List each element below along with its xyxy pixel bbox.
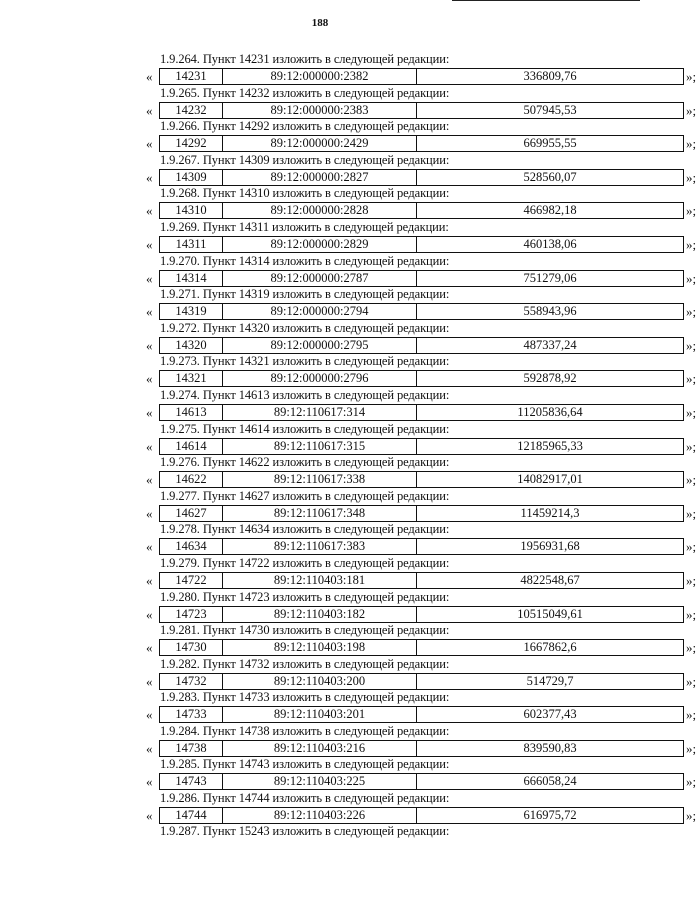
table-row (146, 505, 696, 522)
amendment-heading: 1.9.286. Пункт 14744 изложить в следующей редакции: (160, 791, 450, 806)
cadastral-number-cell: 89:12:000000:2796 (223, 371, 417, 386)
value-cell: 669955,55 (523, 136, 577, 151)
amendment-heading: 1.9.265. Пункт 14232 изложить в следующей редакции: (160, 85, 450, 100)
data-table (159, 202, 684, 219)
cadastral-number-cell: 89:12:110617:315 (223, 439, 417, 454)
value-cell: 487337,24 (523, 337, 577, 352)
open-quote: « (146, 472, 153, 488)
amendment-heading: 1.9.278. Пункт 14634 изложить в следующей редакции: (160, 522, 450, 537)
cadastral-number-cell: 89:12:110617:314 (223, 405, 417, 420)
cadastral-number-cell: 89:12:110403:226 (223, 808, 417, 823)
open-quote: « (146, 203, 153, 219)
amendment-heading: 1.9.276. Пункт 14622 изложить в следующей редакции: (160, 455, 450, 470)
close-quote: »; (686, 740, 696, 756)
cadastral-number-cell: 89:12:110617:383 (223, 539, 417, 554)
value-cell: 10515049,61 (517, 606, 583, 621)
close-quote: »; (686, 774, 696, 790)
data-table (159, 706, 684, 723)
data-table (159, 337, 684, 354)
amendment-heading: 1.9.266. Пункт 14292 изложить в следующей редакции: (160, 119, 450, 134)
amendment-entry (146, 791, 696, 825)
value-cell: 14082917,01 (517, 472, 583, 487)
open-quote: « (146, 606, 153, 622)
amendment-heading: 1.9.279. Пункт 14722 изложить в следующей редакции: (160, 555, 450, 570)
data-table (159, 606, 684, 623)
amendment-entry (146, 555, 696, 590)
table-row (146, 404, 696, 421)
data-table (159, 471, 684, 488)
value-cell: 558943,96 (523, 304, 577, 319)
close-quote: »; (686, 203, 696, 219)
close-quote: »; (686, 539, 696, 555)
item-number-cell: 14232 (160, 103, 223, 118)
close-quote: »; (686, 640, 696, 656)
cadastral-number-cell: 89:12:000000:2382 (223, 69, 417, 84)
table-row (146, 807, 696, 824)
data-table (159, 740, 684, 757)
table-row (146, 202, 696, 219)
table-row (146, 102, 696, 119)
open-quote: « (146, 572, 153, 588)
item-number-cell: 14722 (160, 573, 223, 588)
close-quote: »; (686, 304, 696, 320)
cadastral-number-cell: 89:12:000000:2829 (223, 237, 417, 252)
close-quote: »; (686, 606, 696, 622)
cadastral-number-cell: 89:12:110403:200 (223, 674, 417, 689)
amendment-heading: 1.9.272. Пункт 14320 изложить в следующей редакции: (160, 320, 450, 335)
open-quote: « (146, 740, 153, 756)
amendment-heading: 1.9.275. Пункт 14614 изложить в следующей редакции: (160, 421, 450, 436)
value-cell: 12185965,33 (517, 438, 583, 453)
data-table (159, 572, 684, 589)
table-row (146, 135, 696, 152)
item-number-cell: 14614 (160, 439, 223, 454)
amendment-entry (146, 253, 696, 288)
open-quote: « (146, 640, 153, 656)
item-number-cell: 14634 (160, 539, 223, 554)
amendment-heading: 1.9.274. Пункт 14613 изложить в следующей редакции: (160, 387, 450, 402)
item-number-cell: 14319 (160, 304, 223, 319)
amendment-heading: 1.9.282. Пункт 14732 изложить в следующей редакции: (160, 656, 450, 671)
table-row (146, 538, 696, 555)
item-number-cell: 14743 (160, 774, 223, 789)
value-cell: 1667862,6 (523, 640, 577, 655)
amendment-entry (146, 85, 696, 120)
close-quote: »; (686, 270, 696, 286)
value-cell: 514729,7 (526, 673, 574, 688)
data-table (159, 639, 684, 656)
data-table (159, 438, 684, 455)
close-quote: »; (686, 707, 696, 723)
cadastral-number-cell: 89:12:110403:225 (223, 774, 417, 789)
cadastral-number-cell: 89:12:000000:2795 (223, 338, 417, 353)
amendment-entry (146, 354, 696, 388)
amendment-entry (146, 522, 696, 556)
table-row (146, 236, 696, 253)
item-number-cell: 14231 (160, 69, 223, 84)
item-number-cell: 14732 (160, 674, 223, 689)
amendment-entry (146, 119, 696, 153)
table-row (146, 169, 696, 186)
table-row (146, 673, 696, 690)
value-cell: 466982,18 (523, 203, 577, 218)
open-quote: « (146, 102, 153, 118)
item-number-cell: 14314 (160, 271, 223, 286)
cadastral-number-cell: 89:12:110617:348 (223, 506, 417, 521)
close-quote: »; (686, 505, 696, 521)
open-quote: « (146, 236, 153, 252)
table-row (146, 471, 696, 488)
cadastral-number-cell: 89:12:110403:182 (223, 607, 417, 622)
item-number-cell: 14622 (160, 472, 223, 487)
table-row (146, 639, 696, 656)
close-quote: »; (686, 472, 696, 488)
open-quote: « (146, 505, 153, 521)
table-row (146, 270, 696, 287)
data-table (159, 505, 684, 522)
data-table (159, 135, 684, 152)
data-table (159, 270, 684, 287)
cadastral-number-cell: 89:12:000000:2787 (223, 271, 417, 286)
amendment-heading: 1.9.280. Пункт 14723 изложить в следующей редакции: (160, 589, 450, 604)
data-table (159, 102, 684, 119)
cadastral-number-cell: 89:12:000000:2828 (223, 203, 417, 218)
amendment-entry (146, 757, 696, 791)
close-quote: »; (686, 236, 696, 252)
table-row (146, 337, 696, 354)
item-number-cell: 14744 (160, 808, 223, 823)
amendment-heading: 1.9.277. Пункт 14627 изложить в следующей редакции: (160, 488, 450, 503)
item-number-cell: 14613 (160, 405, 223, 420)
value-cell: 751279,06 (523, 270, 577, 285)
item-number-cell: 14730 (160, 640, 223, 655)
amendment-entry (146, 421, 696, 456)
cadastral-number-cell: 89:12:110403:201 (223, 707, 417, 722)
close-quote: »; (686, 136, 696, 152)
amendment-heading: 1.9.268. Пункт 14310 изложить в следующей редакции: (160, 186, 450, 201)
cadastral-number-cell: 89:12:110403:181 (223, 573, 417, 588)
open-quote: « (146, 774, 153, 790)
close-quote: »; (686, 572, 696, 588)
amendment-entry (146, 186, 696, 220)
open-quote: « (146, 808, 153, 824)
close-quote: »; (686, 69, 696, 84)
item-number-cell: 14738 (160, 741, 223, 756)
amendment-list (146, 52, 696, 825)
open-quote: « (146, 337, 153, 353)
amendment-entry (146, 723, 696, 758)
amendment-entry (146, 320, 696, 355)
amendment-entry (146, 52, 696, 86)
open-quote: « (146, 270, 153, 286)
data-table (159, 303, 684, 320)
amendment-heading: 1.9.283. Пункт 14733 изложить в следующей редакции: (160, 690, 450, 705)
table-row (146, 740, 696, 757)
table-row (146, 68, 696, 85)
item-number-cell: 14311 (160, 237, 223, 252)
amendment-entry (146, 152, 696, 187)
close-quote: »; (686, 808, 696, 824)
data-table (159, 773, 684, 790)
amendment-entry (146, 219, 696, 254)
amendment-heading: 1.9.267. Пункт 14309 изложить в следующей редакции: (160, 152, 450, 167)
amendment-entry (146, 589, 696, 624)
value-cell: 507945,53 (523, 102, 577, 117)
amendment-heading: 1.9.270. Пункт 14314 изложить в следующей редакции: (160, 253, 450, 268)
table-row (146, 706, 696, 723)
open-quote: « (146, 438, 153, 454)
item-number-cell: 14320 (160, 338, 223, 353)
amendment-entry (146, 656, 696, 691)
cadastral-number-cell: 89:12:110403:216 (223, 741, 417, 756)
data-table (159, 807, 684, 824)
amendment-entry (146, 287, 696, 321)
item-number-cell: 14723 (160, 607, 223, 622)
cadastral-number-cell: 89:12:000000:2383 (223, 103, 417, 118)
open-quote: « (146, 136, 153, 152)
open-quote: « (146, 304, 153, 320)
item-number-cell: 14310 (160, 203, 223, 218)
amendment-entry (146, 623, 696, 657)
value-cell: 528560,07 (523, 169, 577, 184)
data-table (159, 404, 684, 421)
close-quote: »; (686, 371, 696, 387)
value-cell: 602377,43 (523, 707, 577, 722)
close-quote: »; (686, 404, 696, 420)
table-row (146, 370, 696, 387)
value-cell: 592878,92 (523, 371, 577, 386)
cadastral-number-cell: 89:12:000000:2827 (223, 170, 417, 185)
table-row (146, 572, 696, 589)
value-cell: 336809,76 (523, 69, 577, 83)
table-row (146, 303, 696, 320)
open-quote: « (146, 673, 153, 689)
amendment-entry (146, 455, 696, 489)
item-number-cell: 14733 (160, 707, 223, 722)
open-quote: « (146, 707, 153, 723)
close-quote: »; (686, 438, 696, 454)
page-number: 188 (311, 17, 329, 29)
close-quote: »; (686, 673, 696, 689)
data-table (159, 538, 684, 555)
amendment-heading: 1.9.285. Пункт 14743 изложить в следующей редакции: (160, 757, 450, 772)
data-table (159, 169, 684, 186)
amendment-heading: 1.9.273. Пункт 14321 изложить в следующей редакции: (160, 354, 450, 369)
amendment-heading: 1.9.264. Пункт 14231 изложить в следующей редакции: (160, 52, 450, 66)
amendment-entry (146, 488, 696, 523)
cadastral-number-cell: 89:12:110403:198 (223, 640, 417, 655)
data-table (159, 370, 684, 387)
value-cell: 11459214,3 (520, 505, 580, 520)
value-cell: 839590,83 (523, 740, 577, 755)
item-number-cell: 14627 (160, 506, 223, 521)
value-cell: 11205836,64 (517, 404, 583, 419)
item-number-cell: 14292 (160, 136, 223, 151)
item-number-cell: 14309 (160, 170, 223, 185)
cadastral-number-cell: 89:12:110617:338 (223, 472, 417, 487)
open-quote: « (146, 169, 153, 185)
data-table (159, 673, 684, 690)
value-cell: 1956931,68 (520, 539, 580, 554)
amendment-entry (146, 387, 696, 422)
table-row (146, 606, 696, 623)
close-quote: »; (686, 169, 696, 185)
data-table (159, 68, 684, 85)
amendment-heading: 1.9.271. Пункт 14319 изложить в следующей редакции: (160, 287, 450, 302)
close-quote: »; (686, 102, 696, 118)
top-rule (452, 0, 640, 1)
close-quote: »; (686, 337, 696, 353)
amendment-heading: 1.9.269. Пункт 14311 изложить в следующей редакции: (160, 219, 449, 234)
open-quote: « (146, 404, 153, 420)
open-quote: « (146, 69, 153, 84)
value-cell: 616975,72 (523, 808, 577, 823)
final-heading: 1.9.287. Пункт 15243 изложить в следующей редакции: (160, 824, 450, 838)
amendment-heading: 1.9.281. Пункт 14730 изложить в следующей редакции: (160, 623, 450, 638)
item-number-cell: 14321 (160, 371, 223, 386)
data-table (159, 236, 684, 253)
value-cell: 4822548,67 (520, 572, 580, 587)
open-quote: « (146, 539, 153, 555)
cadastral-number-cell: 89:12:000000:2429 (223, 136, 417, 151)
cadastral-number-cell: 89:12:000000:2794 (223, 304, 417, 319)
value-cell: 460138,06 (523, 236, 577, 251)
open-quote: « (146, 371, 153, 387)
table-row (146, 438, 696, 455)
value-cell: 666058,24 (523, 774, 577, 789)
amendment-entry (146, 690, 696, 724)
amendment-heading: 1.9.284. Пункт 14738 изложить в следующей редакции: (160, 723, 450, 738)
table-row (146, 773, 696, 790)
